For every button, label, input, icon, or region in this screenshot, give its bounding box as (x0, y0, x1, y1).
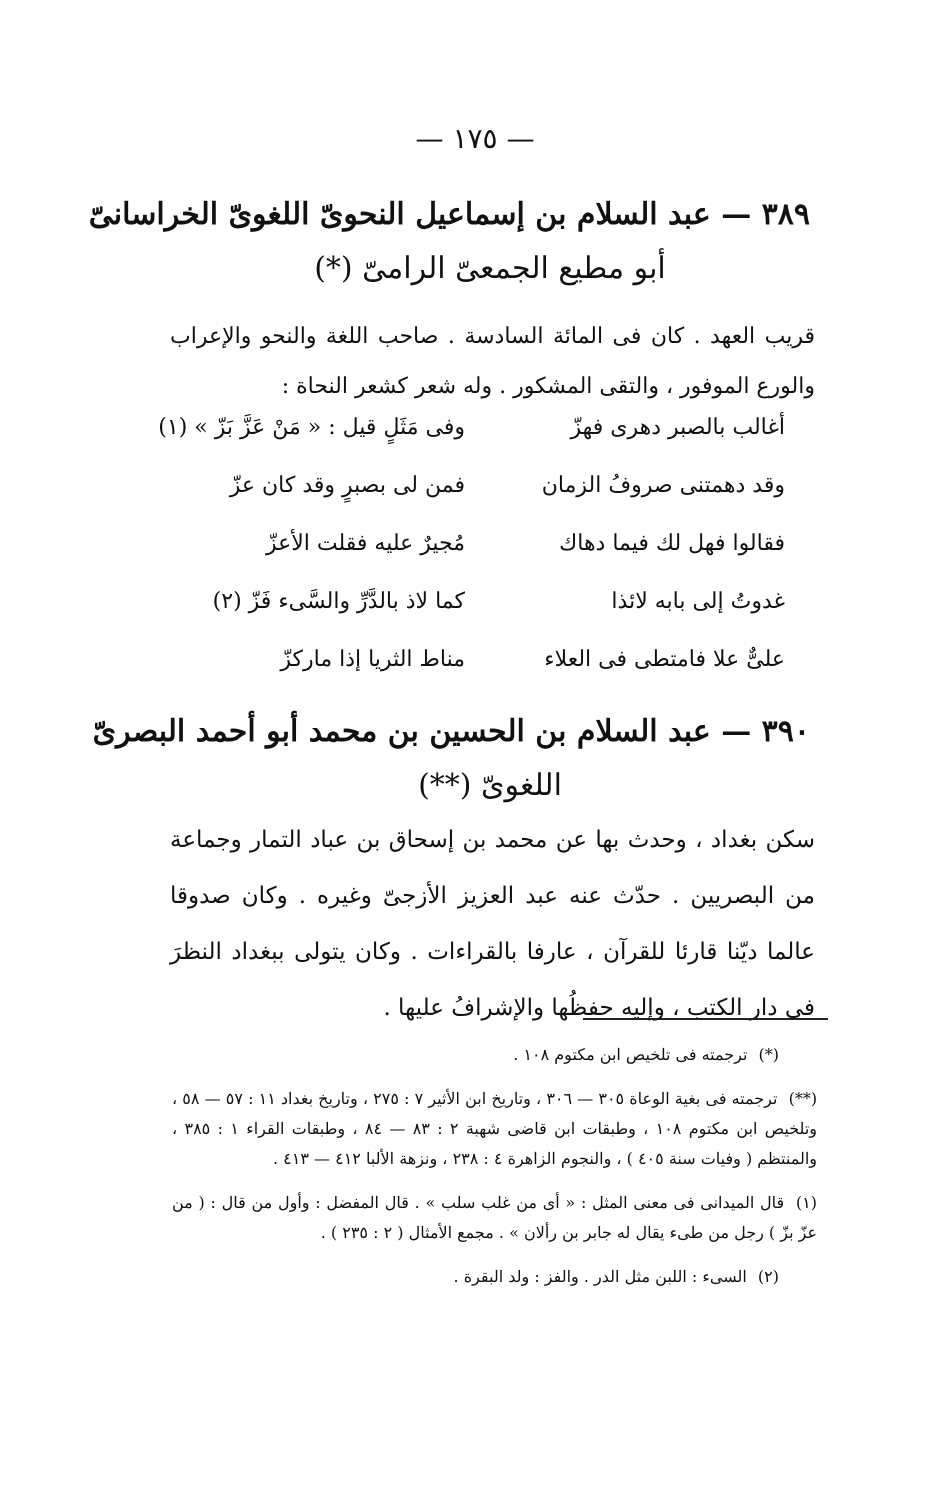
page-number: — ١٧٥ — (415, 122, 535, 155)
verse-second-hemistich: مناط الثريا إذا ماركزّ (280, 646, 465, 672)
verse-row (158, 398, 785, 456)
verse-first-hemistich: علىٌّ علا فامتطى فى العلاء (544, 646, 785, 672)
verse-row (212, 572, 785, 630)
footnote-mark: (**) (788, 1089, 818, 1108)
footnote-text: ترجمته فى تلخيص ابن مكتوم ١٠٨ . (513, 1045, 748, 1064)
entry-title: ٣٨٩ — عبد السلام بن إسماعيل النحوىّ اللغوىّ الخراسانىّ (88, 197, 810, 232)
verse-second-hemistich: مُجيرٌ عليه فقلت الأعزّ (265, 530, 465, 556)
verse-first-hemistich: وقد دهمتنى صروفُ الزمان (541, 472, 785, 498)
verse-row (225, 456, 785, 514)
footnote (172, 1262, 817, 1292)
footnote-divider (583, 1018, 828, 1020)
verse-first-hemistich: فقالوا فهل لك فيما دهاك (559, 530, 785, 556)
verse-first-hemistich: أغالب بالصبر دهرى فهزّ (570, 414, 785, 440)
footnote-text: السىء : اللبن مثل الدر . والفز : ولد البقرة . (453, 1267, 747, 1286)
footnotes (172, 1040, 817, 1306)
footnote (172, 1040, 817, 1070)
footnote-mark: (١) (795, 1193, 818, 1212)
footnote-mark: (٢) (757, 1267, 779, 1286)
footnote (172, 1084, 817, 1174)
entry-subtitle: أبو مطيع الجمعىّ الرامىّ (*) (314, 251, 666, 286)
footnote-text: قال الميدانى فى معنى المثل : « أى من غلب سلب » . قال المفضل : وأول من قال : ( من عزّ بزّ ) رجل من طىء يقال له جابر بن رألان » . مجمع الأمثال ( ٢ : ٢٣٥ ) . (172, 1193, 817, 1242)
footnote (172, 1188, 817, 1248)
verse-row (225, 514, 785, 572)
verse-first-hemistich: غدوتُ إلى بابه لائذا (611, 588, 785, 614)
footnote-mark: (*) (758, 1045, 779, 1064)
entry-subtitle: اللغوىّ (**) (418, 768, 562, 803)
poem-verses (158, 398, 785, 688)
verse-second-hemistich: وفى مَثَلٍ قيل : « مَنْ عَزَّ بَزّ » (١) (158, 414, 465, 440)
verse-second-hemistich: كما لاذ بالدَّرِّ والسَّىء فَزّ (٢) (212, 588, 465, 614)
verse-second-hemistich: فمن لى بصبرٍ وقد كان عزّ (229, 472, 465, 498)
entry-heading-389 (88, 188, 810, 296)
entry-paragraph-389: قريب العهد . كان فى المائة السادسة . صاحب اللغة والنحو والإعراب والورع الموفور ، والتقى المشكور . وله شعر كشعر النحاة : (170, 324, 815, 399)
entry-paragraph-390: سكن بغداد ، وحدث بها عن محمد بن إسحاق بن عباد التمار وجماعة من البصريين . حدّث عنه عبد العزيز الأزجىّ وغيره . وكان صدوقا عالما ديّنا قارئا للقرآن ، عارفا بالقراءات . وكان يتولى ببغداد النظرَ فى دار الكتب ، وإليه حفظُها والإشرافُ عليها . (170, 827, 815, 1021)
verse-row (225, 630, 785, 688)
entry-title: ٣٩٠ — عبد السلام بن الحسين بن محمد أبو أحمد البصرىّ (92, 714, 810, 749)
entry-heading-390 (92, 705, 810, 813)
footnote-text: ترجمته فى بغية الوعاة ٣٠٥ — ٣٠٦ ، وتاريخ ابن الأثير ٧ : ٢٧٥ ، وتاريخ بغداد ١١ : ٥٧ — ٥٨ ، وتلخيص ابن مكتوم ١٠٨ ، وطبقات ابن قاضى شهبة ٢ : ٨٣ — ٨٤ ، وطبقات القراء ١ : ٣٨٥ ، والمنتظم ( وفيات سنة ٤٠٥ ) ، والنجوم الزاهرة ٤ : ٢٣٨ ، ونزهة الألبا ٤١٢ — ٤١٣ . (172, 1089, 818, 1168)
